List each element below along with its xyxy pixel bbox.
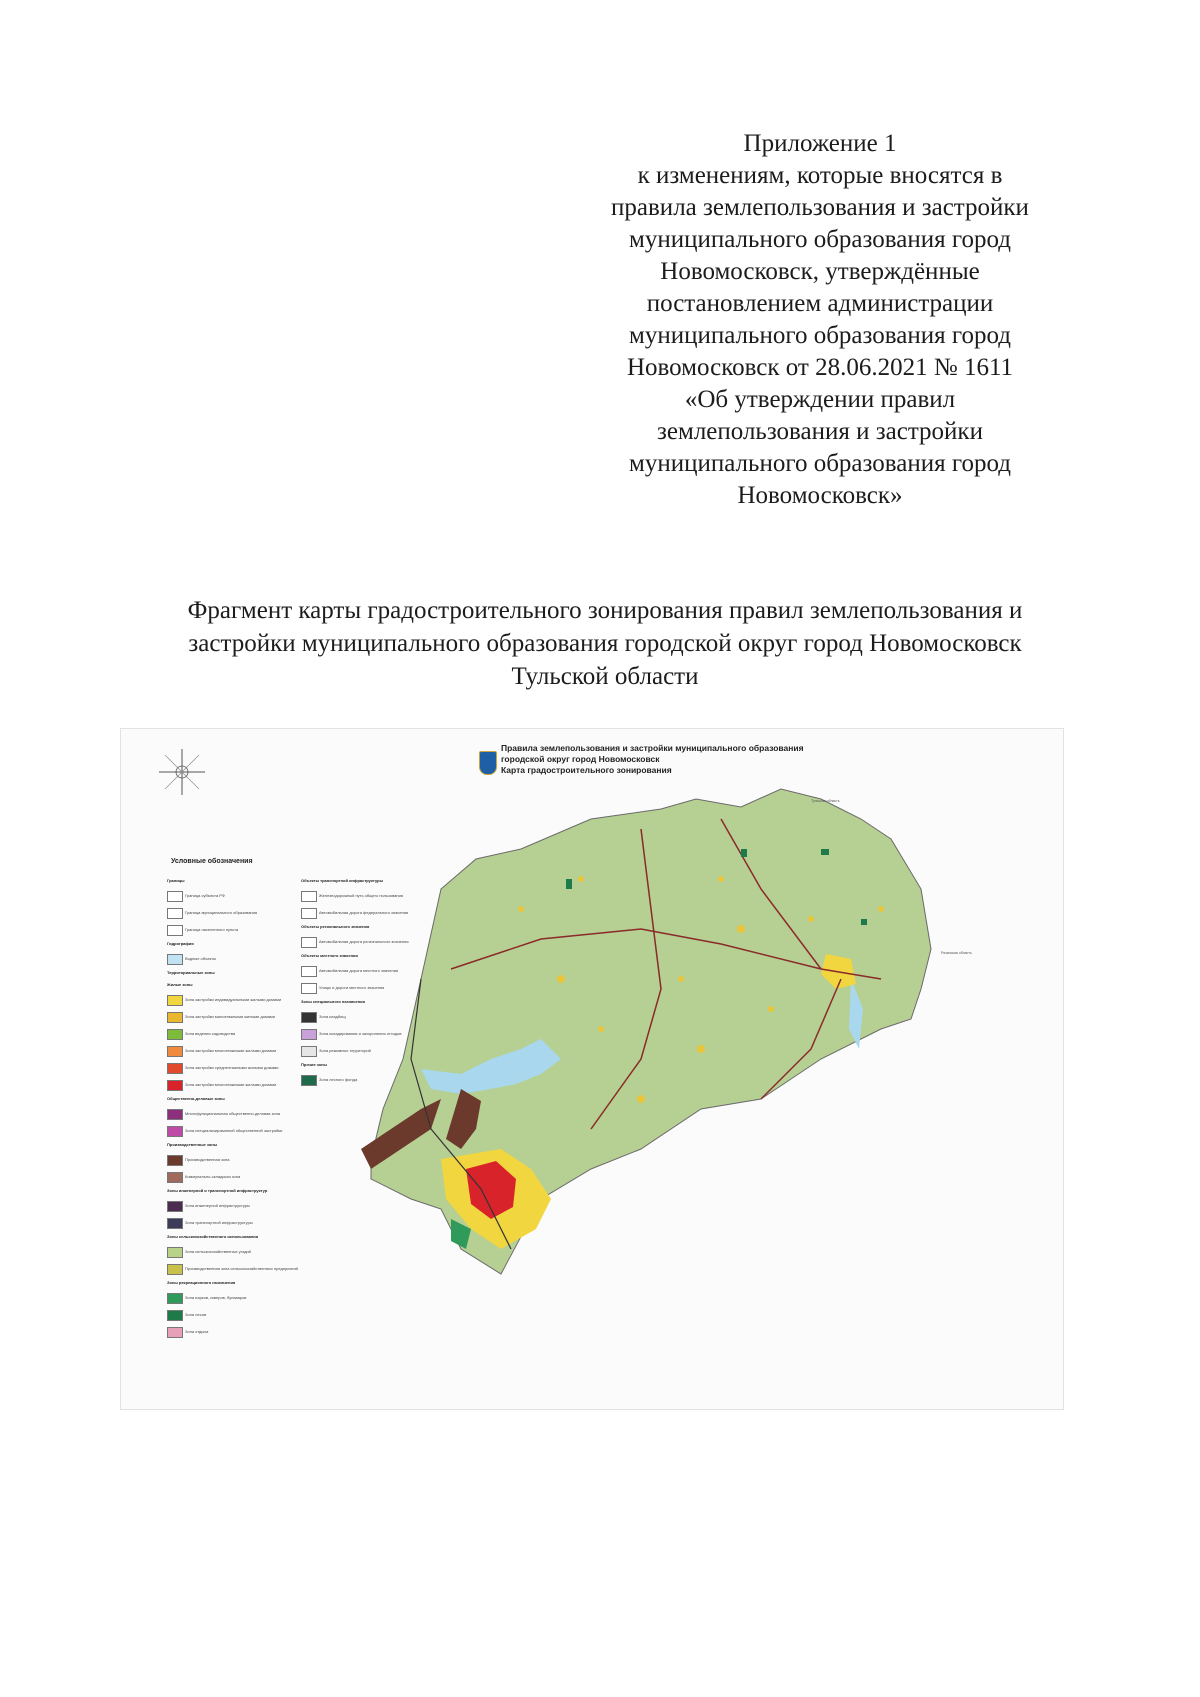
legend-label: Зона сельскохозяйственных угодий	[185, 1249, 251, 1254]
legend-label: Коммунально-складская зона	[185, 1174, 241, 1179]
map-subtitle: городской округ город Новомосковск	[501, 754, 660, 764]
legend-item	[167, 1171, 287, 1183]
legend-label: Зона складирования и захоронения отходов	[319, 1031, 402, 1036]
map-legend	[159, 859, 449, 1359]
appendix-line: Новомосковск»	[737, 482, 903, 509]
legend-label: Зона отдыха	[185, 1329, 209, 1334]
legend-group-heading: Зоны специального назначения	[301, 999, 365, 1004]
legend-item	[167, 1217, 287, 1229]
legend-swatch	[167, 1109, 183, 1120]
legend-label: Зона застройки малоэтажными жилыми домами	[185, 1014, 275, 1019]
legend-swatch	[301, 908, 317, 919]
legend-item	[301, 907, 431, 919]
appendix-line: постановлением администрации	[646, 290, 994, 317]
legend-item	[167, 994, 287, 1006]
map-caption	[80, 594, 1130, 693]
map-title: Правила землепользования и застройки муниципального образования	[501, 743, 804, 753]
appendix-line: Новомосковск, утверждённые	[660, 258, 980, 285]
map-header	[501, 743, 1021, 776]
legend-swatch	[301, 966, 317, 977]
legend-label: Водные объекты	[185, 956, 217, 961]
legend-group-heading: Зоны сельскохозяйственного использования	[167, 1234, 259, 1239]
legend-item	[167, 1200, 287, 1212]
legend-item	[301, 1011, 431, 1023]
legend-label: Производственная зона сельскохозяйственных предприятий	[185, 1266, 298, 1271]
legend-group-heading: Объекты местного значения	[301, 953, 358, 958]
legend-item	[167, 1246, 287, 1258]
legend-item	[167, 1011, 287, 1023]
legend-item	[167, 1154, 287, 1166]
legend-item	[167, 1292, 287, 1304]
region-label: Тульская область	[811, 799, 840, 803]
legend-label: Граница муниципального образования	[185, 910, 258, 915]
legend-label: Зона лесов	[185, 1312, 207, 1317]
appendix-line: землепользования и застройки	[657, 418, 983, 445]
legend-swatch	[167, 954, 183, 965]
legend-label: Автомобильная дорога местного значения	[319, 968, 399, 973]
legend-swatch	[167, 1201, 183, 1212]
legend-label: Зона лесного фонда	[319, 1077, 358, 1082]
legend-swatch	[167, 1126, 183, 1137]
caption-line: Тульской области	[511, 663, 699, 690]
caption-line: застройки муниципального образования городской округ город Новомосковск	[188, 630, 1022, 657]
legend-swatch	[301, 937, 317, 948]
appendix-line: муниципального образования город	[629, 450, 1011, 477]
legend-label: Зона ведения садоводства	[185, 1031, 236, 1036]
legend-label: Зона транспортной инфраструктуры	[185, 1220, 253, 1225]
legend-swatch	[301, 1075, 317, 1086]
region-label: Рязанская область	[941, 951, 972, 955]
appendix-line: правила землепользования и застройки	[611, 194, 1029, 221]
legend-swatch	[167, 1012, 183, 1023]
legend-group-heading: Зоны инженерной и транспортной инфраструктур	[167, 1188, 268, 1193]
legend-label: Зона застройки многоэтажными жилыми домами	[185, 1048, 277, 1053]
legend-swatch	[167, 1063, 183, 1074]
legend-label: Производственная зона	[185, 1157, 230, 1162]
legend-item	[301, 936, 431, 948]
legend-swatch	[167, 995, 183, 1006]
legend-label: Зона застройки среднеэтажными жилыми домами	[185, 1065, 279, 1070]
legend-swatch	[167, 1046, 183, 1057]
legend-label: Зона кладбищ	[319, 1014, 346, 1019]
legend-item	[167, 1309, 287, 1321]
legend-swatch	[167, 1264, 183, 1275]
legend-swatch	[167, 1247, 183, 1258]
legend-item	[301, 890, 431, 902]
legend-group-heading: Жилые зоны	[167, 982, 193, 987]
legend-item	[167, 1045, 287, 1057]
legend-swatch	[301, 1029, 317, 1040]
legend-swatch	[167, 1029, 183, 1040]
appendix-line: Приложение 1	[743, 130, 897, 157]
legend-group-heading: Объекты регионального значения	[301, 924, 370, 929]
legend-column-left	[167, 875, 298, 1343]
caption-line: Фрагмент карты градостроительного зонирования правил землепользования и	[187, 597, 1023, 624]
legend-item	[167, 1028, 287, 1040]
legend-label: Граница населенного пункта	[185, 927, 239, 932]
legend-label: Многофункциональная общественно-деловая зона	[185, 1111, 281, 1116]
legend-swatch	[301, 891, 317, 902]
legend-item	[167, 1326, 287, 1338]
legend-label: Зона специализированной общественной застройки	[185, 1128, 283, 1133]
legend-label: Зона застройки многоэтажными жилыми домами	[185, 1082, 277, 1087]
legend-swatch	[167, 908, 183, 919]
legend-title: Условные обозначения	[171, 858, 253, 865]
legend-group-heading: Прочие зоны	[301, 1062, 327, 1067]
legend-swatch	[301, 1046, 317, 1057]
legend-label: Зона инженерной инфраструктуры	[185, 1203, 250, 1208]
legend-group-heading: Объекты транспортной инфраструктуры	[301, 878, 383, 883]
legend-item	[167, 1125, 287, 1137]
legend-swatch	[167, 1155, 183, 1166]
appendix-line: муниципального образования город	[629, 322, 1011, 349]
appendix-line: Новомосковск от 28.06.2021 № 1611	[626, 354, 1014, 381]
legend-swatch	[167, 1080, 183, 1091]
legend-swatch	[301, 983, 317, 994]
legend-group-heading: Границы	[167, 878, 185, 883]
legend-swatch	[301, 1012, 317, 1023]
legend-swatch	[167, 1218, 183, 1229]
legend-item	[167, 1079, 287, 1091]
legend-item	[167, 1108, 287, 1120]
legend-label: Зона застройки индивидуальными жилыми домами	[185, 997, 282, 1002]
legend-swatch	[167, 1310, 183, 1321]
appendix-line: к изменениям, которые вносятся в	[637, 162, 1003, 189]
legend-swatch	[167, 1172, 183, 1183]
legend-label: Улицы и дороги местного значения	[319, 985, 385, 990]
legend-item	[167, 924, 287, 936]
legend-item	[301, 1074, 431, 1086]
legend-group-heading: Производственные зоны	[167, 1142, 218, 1147]
appendix-line: «Об утверждении правил	[684, 386, 956, 413]
legend-item	[301, 1028, 431, 1040]
legend-label: Граница субъекта РФ	[185, 893, 225, 898]
legend-item	[301, 965, 431, 977]
legend-label: Автомобильная дорога регионального значения	[319, 939, 409, 944]
legend-swatch	[167, 925, 183, 936]
coat-of-arms-icon	[479, 751, 497, 775]
legend-label: Зона парков, скверов, бульваров	[185, 1295, 247, 1300]
legend-swatch	[167, 891, 183, 902]
legend-group-heading: Гидрография	[167, 941, 194, 946]
legend-item	[167, 890, 287, 902]
appendix-block	[560, 128, 1080, 512]
legend-item	[167, 1062, 287, 1074]
appendix-line: муниципального образования город	[629, 226, 1011, 253]
legend-swatch	[167, 1327, 183, 1338]
legend-item	[301, 1045, 431, 1057]
legend-label: Зона режимных территорий	[319, 1048, 371, 1053]
legend-group-heading: Зоны рекреационного назначения	[167, 1280, 236, 1285]
zoning-map	[120, 728, 1064, 1410]
legend-item	[167, 907, 287, 919]
legend-item	[167, 953, 287, 965]
legend-item	[167, 1263, 298, 1275]
legend-label: Железнодорожный путь общего пользования	[319, 893, 403, 898]
legend-group-heading: Общественно-деловые зоны	[167, 1096, 225, 1101]
legend-group-heading: Территориальные зоны	[167, 970, 215, 975]
legend-item	[301, 982, 431, 994]
legend-column-right	[301, 875, 431, 1091]
legend-label: Автомобильная дорога федерального значения	[319, 910, 409, 915]
map-name: Карта градостроительного зонирования	[501, 765, 672, 775]
legend-swatch	[167, 1293, 183, 1304]
